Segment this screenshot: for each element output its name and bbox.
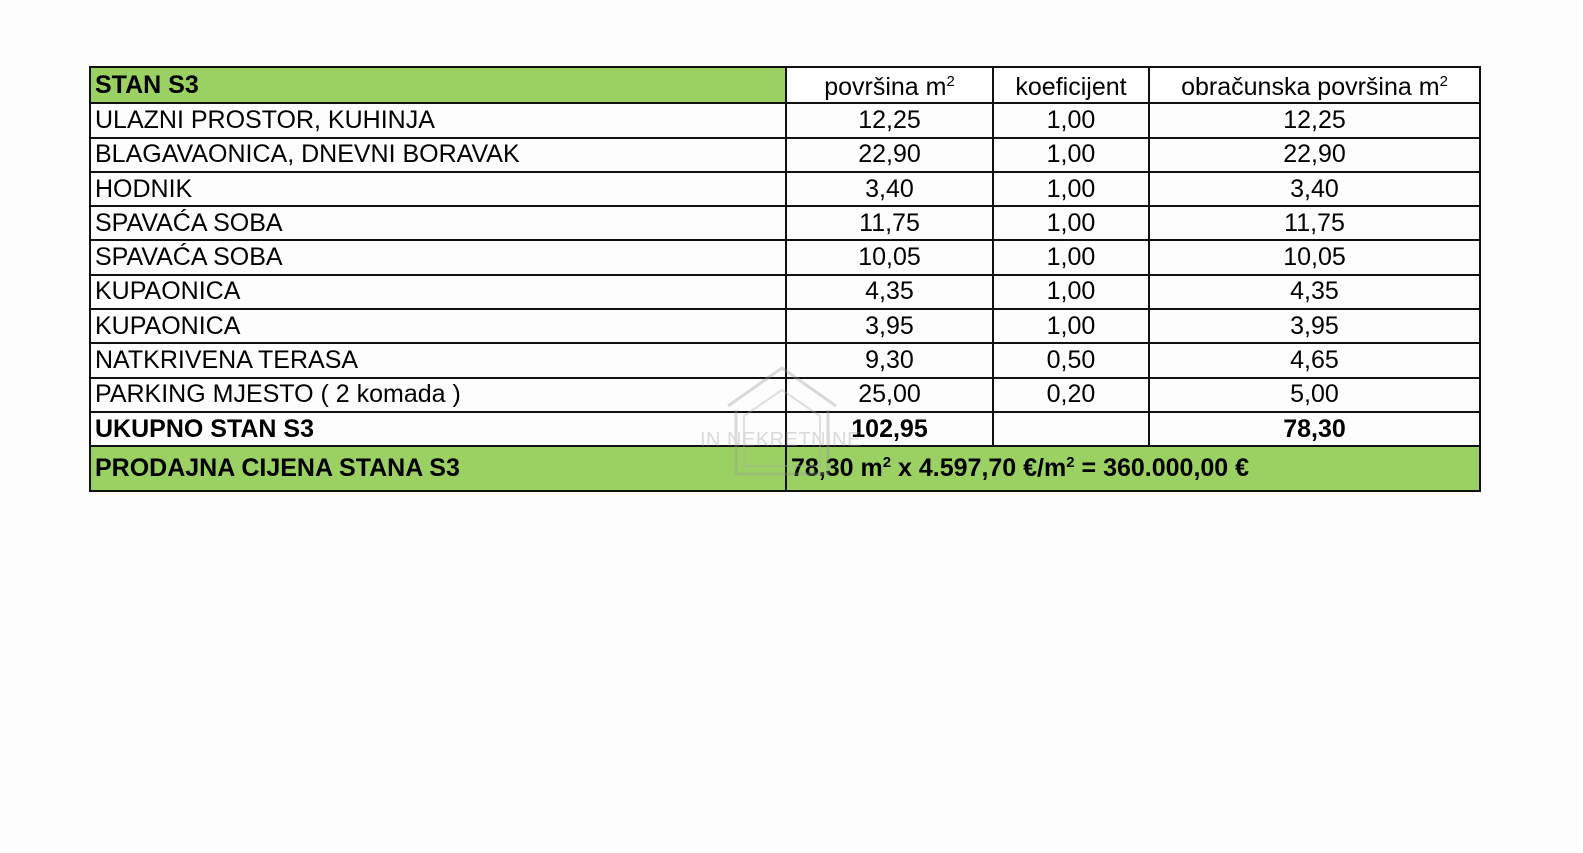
room-area: 10,05	[786, 240, 993, 274]
room-name: SPAVAĆA SOBA	[90, 240, 786, 274]
price-formula-rate: x 4.597,70 €/m	[891, 454, 1067, 483]
header-calculated-area	[1149, 67, 1480, 103]
watermark-text: IN NEKRETNINE	[700, 429, 861, 451]
total-calculated-area: 78,30	[1149, 412, 1480, 446]
room-coefficient: 0,20	[993, 378, 1149, 412]
room-name: BLAGAVAONICA, DNEVNI BORAVAK	[90, 138, 786, 172]
price-formula-exp2: 2	[1066, 454, 1075, 472]
header-area	[786, 67, 993, 103]
room-name: KUPAONICA	[90, 275, 786, 309]
area-table	[89, 66, 1481, 492]
room-calculated-area: 3,40	[1149, 172, 1480, 206]
room-coefficient: 1,00	[993, 138, 1149, 172]
total-row	[90, 412, 1480, 446]
price-row	[90, 446, 1480, 491]
table-row	[90, 206, 1480, 240]
room-coefficient: 1,00	[993, 275, 1149, 309]
room-name: ULAZNI PROSTOR, KUHINJA	[90, 103, 786, 137]
room-calculated-area: 12,25	[1149, 103, 1480, 137]
table-row	[90, 138, 1480, 172]
total-label: UKUPNO STAN S3	[90, 412, 786, 446]
total-coefficient	[993, 412, 1149, 446]
room-name: NATKRIVENA TERASA	[90, 343, 786, 377]
room-calculated-area: 10,05	[1149, 240, 1480, 274]
total-area: 102,95	[786, 412, 993, 446]
room-area: 9,30	[786, 343, 993, 377]
table-title: STAN S3	[90, 67, 786, 103]
room-name: SPAVAĆA SOBA	[90, 206, 786, 240]
room-area: 22,90	[786, 138, 993, 172]
header-area-label: površina m	[824, 73, 947, 102]
room-calculated-area: 22,90	[1149, 138, 1480, 172]
header-coefficient: koeficijent	[993, 67, 1149, 103]
room-name: HODNIK	[90, 172, 786, 206]
price-formula-total: = 360.000,00 €	[1074, 454, 1250, 483]
table-header-row	[90, 67, 1480, 103]
table-row	[90, 172, 1480, 206]
room-calculated-area: 4,65	[1149, 343, 1480, 377]
room-area: 25,00	[786, 378, 993, 412]
room-coefficient: 1,00	[993, 172, 1149, 206]
header-area-unit-exponent: 2	[946, 73, 955, 91]
room-area: 3,40	[786, 172, 993, 206]
price-formula-area: 78,30 m	[791, 454, 883, 483]
room-calculated-area: 5,00	[1149, 378, 1480, 412]
room-coefficient: 1,00	[993, 103, 1149, 137]
header-calc-unit-exponent: 2	[1439, 73, 1448, 91]
header-calc-label: obračunska površina m	[1181, 73, 1440, 102]
room-area: 12,25	[786, 103, 993, 137]
price-formula-exp1: 2	[882, 454, 892, 472]
price-label: PRODAJNA CIJENA STANA S3	[90, 446, 786, 491]
room-area: 4,35	[786, 275, 993, 309]
room-name: PARKING MJESTO ( 2 komada )	[90, 378, 786, 412]
price-formula	[786, 446, 1480, 491]
table-row	[90, 378, 1480, 412]
room-name: KUPAONICA	[90, 309, 786, 343]
room-coefficient: 1,00	[993, 240, 1149, 274]
room-area: 3,95	[786, 309, 993, 343]
table-body	[90, 103, 1480, 412]
table-row	[90, 343, 1480, 377]
table-row	[90, 275, 1480, 309]
room-calculated-area: 3,95	[1149, 309, 1480, 343]
room-coefficient: 1,00	[993, 309, 1149, 343]
room-calculated-area: 4,35	[1149, 275, 1480, 309]
room-calculated-area: 11,75	[1149, 206, 1480, 240]
table-row	[90, 309, 1480, 343]
room-coefficient: 0,50	[993, 343, 1149, 377]
table-row	[90, 240, 1480, 274]
room-area: 11,75	[786, 206, 993, 240]
table-row	[90, 103, 1480, 137]
room-coefficient: 1,00	[993, 206, 1149, 240]
